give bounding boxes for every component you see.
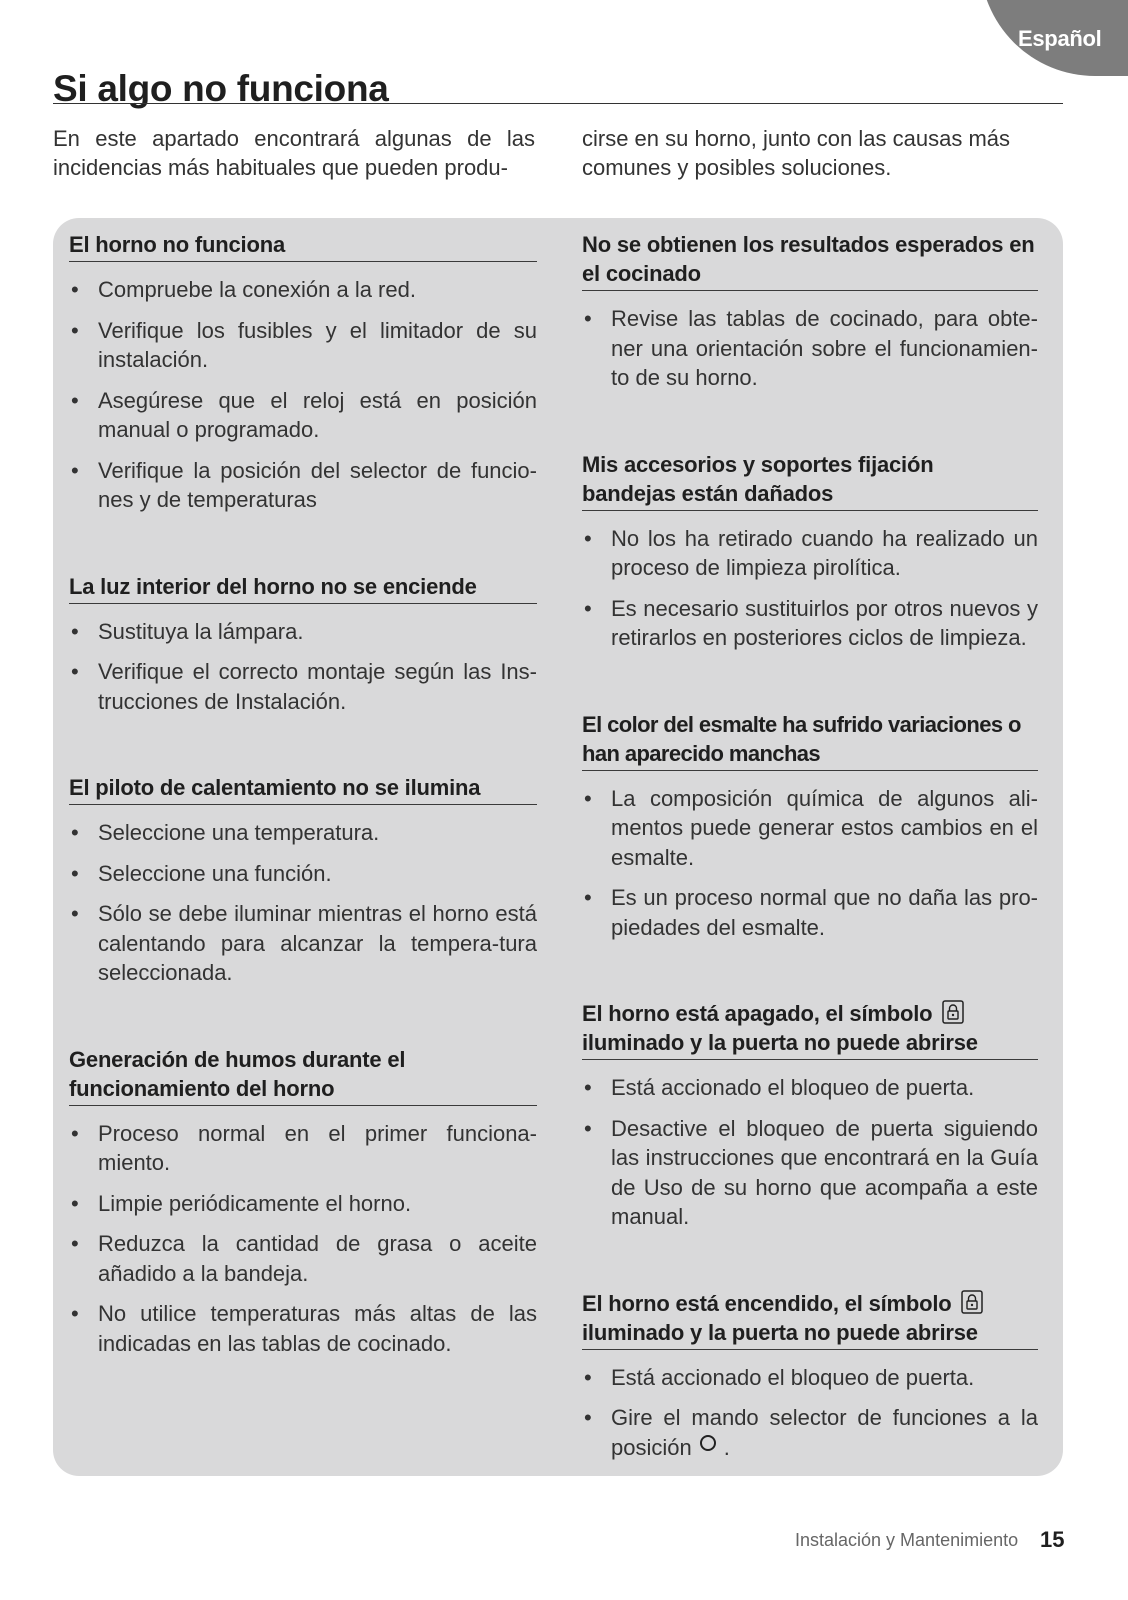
intro-right-line-1: cirse en su horno, junto con las causas más bbox=[582, 126, 1011, 151]
section-heading: Generación de humos durante el funcionamiento del horno bbox=[69, 1046, 406, 1101]
page-title: Si algo no funciona bbox=[53, 68, 389, 109]
section-heading-part-2: iluminado y la puerta no puede abrirse bbox=[582, 1319, 978, 1345]
language-tab bbox=[980, 0, 1128, 76]
bullet-list bbox=[69, 818, 537, 988]
section-heading bbox=[582, 1289, 1038, 1350]
section-oven-not-working bbox=[69, 230, 537, 515]
section-enamel-color bbox=[582, 710, 1038, 943]
section-heading-part-2: iluminado y la puerta no puede abrirse bbox=[582, 1030, 978, 1055]
list-item bbox=[582, 1403, 1038, 1462]
footer-label: Instalación y Mantenimiento bbox=[795, 1530, 1019, 1550]
section-interior-light bbox=[69, 572, 537, 717]
list-item-text: Gire el mando selector de funciones a la posición bbox=[611, 1405, 1038, 1460]
list-item: • Seleccione una función. bbox=[69, 859, 537, 889]
intro-left bbox=[53, 124, 535, 182]
section-heading: No se obtienen los resultados esperados en el cocinado bbox=[582, 230, 1038, 291]
list-item: • Seleccione una temperatura. bbox=[69, 818, 537, 848]
list-item: • Asegúrese que el reloj está en posición manual o programado. bbox=[69, 386, 537, 445]
section-heading-part-1: El horno está encendido, el símbolo bbox=[582, 1290, 952, 1316]
intro-left-line-2: incidencias más habituales que pueden produ- bbox=[53, 155, 508, 180]
section-heading bbox=[582, 999, 1038, 1060]
section-smoke-generation bbox=[69, 1045, 537, 1359]
list-item-tail: . bbox=[723, 1434, 730, 1460]
language-tab-label: Español bbox=[1018, 26, 1102, 51]
list-item: • Revise las tablas de cocinado, para obte-ner una orientación sobre el funcionamien-to de su horno. bbox=[582, 304, 1038, 393]
bullet-list bbox=[582, 1073, 1038, 1232]
bullet-list bbox=[69, 617, 537, 717]
bullet-list bbox=[582, 304, 1038, 393]
list-item: • Compruebe la conexión a la red. bbox=[69, 275, 537, 305]
section-cooking-results bbox=[582, 230, 1038, 393]
bullet-list bbox=[69, 275, 537, 515]
section-oven-off-lock bbox=[582, 999, 1038, 1232]
list-item: • Es necesario sustituirlos por otros nuevos y retirarlos en posteriores ciclos de limpieza. bbox=[582, 594, 1038, 653]
intro-right-line-2: comunes y posibles soluciones. bbox=[582, 155, 892, 180]
section-heating-pilot bbox=[69, 773, 537, 988]
section-heading: El piloto de calentamiento no se ilumina bbox=[69, 773, 537, 805]
section-heading: El horno no funciona bbox=[69, 230, 537, 262]
list-item: • La composición química de algunos ali-mentos puede generar estos cambios en el esmalte. bbox=[582, 784, 1038, 873]
section-accessories-damaged bbox=[582, 450, 1038, 653]
bullet-list bbox=[69, 1119, 537, 1359]
list-item: • Limpie periódicamente el horno. bbox=[69, 1189, 537, 1219]
section-heading: Mis accesorios y soportes fijación bandejas están dañados bbox=[582, 450, 1038, 511]
list-item: • Proceso normal en el primer funciona-miento. bbox=[69, 1119, 537, 1178]
left-column bbox=[69, 230, 537, 1415]
right-column bbox=[582, 230, 1038, 1473]
intro-right bbox=[582, 124, 1064, 182]
bullet-list bbox=[582, 1363, 1038, 1463]
list-item: • Verifique el correcto montaje según las Ins-trucciones de Instalación. bbox=[69, 657, 537, 716]
lock-icon bbox=[961, 1290, 983, 1314]
list-item: • Está accionado el bloqueo de puerta. bbox=[582, 1363, 1038, 1393]
list-item: • Verifique la posición del selector de funcio-nes y de temperaturas bbox=[69, 456, 537, 515]
lock-icon bbox=[942, 1000, 964, 1024]
bullet-list bbox=[582, 784, 1038, 943]
list-item: • No los ha retirado cuando ha realizado un proceso de limpieza pirolítica. bbox=[582, 524, 1038, 583]
section-heading-part-1: El horno está apagado, el símbolo bbox=[582, 1001, 933, 1026]
section-oven-on-lock bbox=[582, 1289, 1038, 1463]
list-item: • Está accionado el bloqueo de puerta. bbox=[582, 1073, 1038, 1103]
list-item: • Desactive el bloqueo de puerta siguiendo las instrucciones que encontrará en la Guía de Uso de su horno que acompaña a este manual. bbox=[582, 1114, 1038, 1232]
list-item: • Es un proceso normal que no daña las pro-piedades del esmalte. bbox=[582, 883, 1038, 942]
list-item: • Verifique los fusibles y el limitador de su instalación. bbox=[69, 316, 537, 375]
title-underline bbox=[53, 103, 1063, 104]
bullet-list bbox=[582, 524, 1038, 653]
section-heading-rule bbox=[69, 1105, 537, 1106]
section-heading: El color del esmalte ha sufrido variaciones o han aparecido manchas bbox=[582, 710, 1038, 771]
circle-icon bbox=[700, 1435, 716, 1451]
list-item: • Reduzca la cantidad de grasa o aceite añadido a la bandeja. bbox=[69, 1229, 537, 1288]
list-item: • Sustituya la lámpara. bbox=[69, 617, 537, 647]
list-item: • Sólo se debe iluminar mientras el horno está calentando para alcanzar la tempera-tura seleccionada. bbox=[69, 899, 537, 988]
list-item: • No utilice temperaturas más altas de las indicadas en las tablas de cocinado. bbox=[69, 1299, 537, 1358]
section-heading: La luz interior del horno no se enciende bbox=[69, 572, 537, 604]
page-number: 15 bbox=[1040, 1527, 1065, 1552]
intro-left-line-1: En este apartado encontrará algunas de las bbox=[53, 126, 535, 151]
